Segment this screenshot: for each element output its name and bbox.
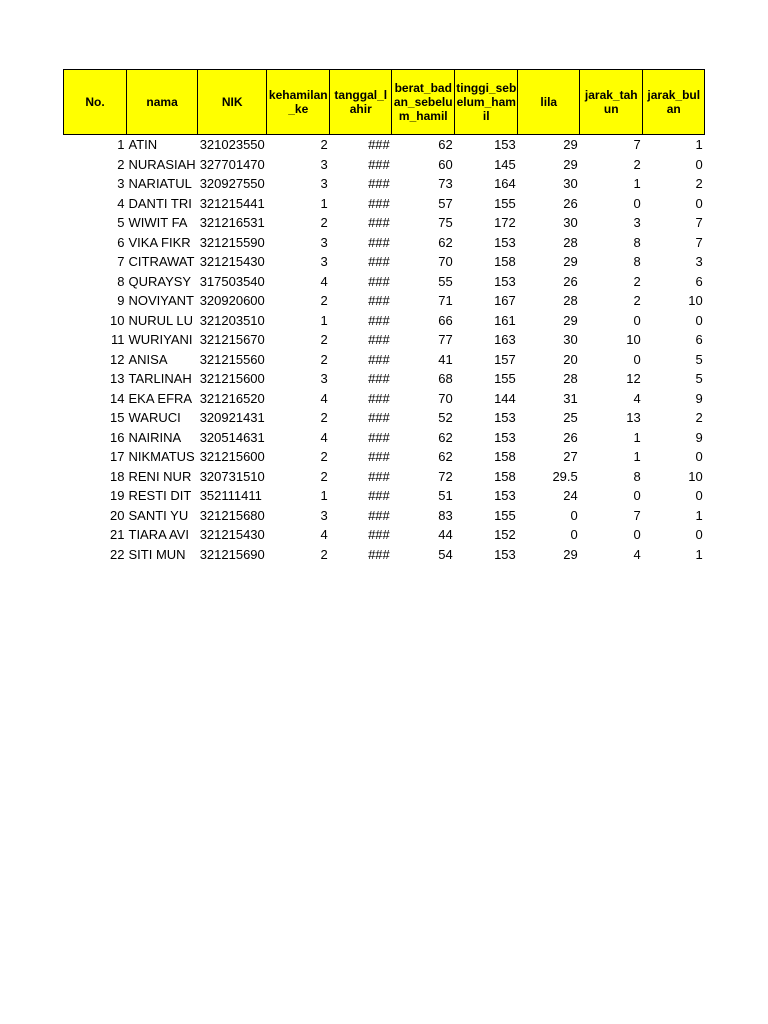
berat-badan-cell[interactable]: 73 [438,176,453,191]
nama-cell[interactable]: WARUCI [128,410,181,425]
table-row[interactable] [64,194,705,214]
tinggi-cell[interactable]: 155 [494,371,516,386]
berat-badan-cell[interactable]: 70 [438,390,453,406]
no-cell[interactable]: 22 [110,546,125,562]
no-cell[interactable]: 1 [117,137,125,152]
berat-badan-cell[interactable]: 71 [438,293,453,308]
lila-cell[interactable]: 30 [563,176,578,191]
nik-cell[interactable]: 321215600 [199,371,265,386]
lila-cell[interactable]: 26 [563,195,578,211]
tinggi-cell[interactable]: 153 [494,234,516,250]
kehamilan-ke-cell[interactable]: 4 [320,390,328,406]
jarak-bulan-cell[interactable]: 2 [695,410,703,425]
no-cell[interactable]: 16 [110,429,125,445]
nama-cell[interactable]: NOVIYANT [128,293,194,308]
nik-cell[interactable]: 317503540 [199,273,265,289]
kehamilan-ke-cell[interactable]: 3 [320,156,328,172]
berat-badan-cell[interactable]: 51 [438,488,453,503]
lila-cell[interactable]: 29 [563,546,578,562]
tanggal-lahir-cell[interactable]: ### [368,215,390,230]
tinggi-cell[interactable]: 145 [494,156,516,172]
table-row[interactable] [64,174,705,194]
nik-cell[interactable]: 320920600 [199,293,265,308]
lila-cell[interactable]: 30 [563,332,578,347]
tanggal-lahir-cell[interactable]: ### [368,468,390,484]
lila-cell[interactable]: 30 [563,215,578,230]
jarak-bulan-cell[interactable]: 0 [695,449,703,464]
jarak-bulan-cell[interactable]: 0 [695,527,703,542]
jarak-tahun-cell[interactable]: 0 [633,488,641,503]
table-row[interactable] [64,213,705,233]
jarak-tahun-cell[interactable]: 0 [633,527,641,542]
table-row[interactable] [64,155,705,175]
table-row[interactable] [64,506,705,526]
jarak-bulan-cell[interactable]: 1 [695,546,703,562]
tinggi-cell[interactable]: 163 [494,332,516,347]
jarak-tahun-cell[interactable]: 2 [633,156,641,172]
lila-cell[interactable]: 0 [570,527,578,542]
nik-cell[interactable]: 321215560 [199,351,265,367]
tanggal-lahir-cell[interactable]: ### [368,390,390,406]
lila-cell[interactable]: 28 [563,234,578,250]
column-header-jarak-bulan[interactable]: jarak_bulan [643,70,705,135]
berat-badan-cell[interactable]: 41 [438,351,453,367]
berat-badan-cell[interactable]: 62 [438,137,453,152]
jarak-tahun-cell[interactable]: 2 [633,293,641,308]
kehamilan-ke-cell[interactable]: 1 [320,195,328,211]
jarak-tahun-cell[interactable]: 8 [633,468,641,484]
lila-cell[interactable]: 28 [563,293,578,308]
kehamilan-ke-cell[interactable]: 2 [320,137,328,152]
column-header-berat-badan[interactable]: berat_badan_sebelum_hamil [392,70,455,135]
column-header-jarak-tahun[interactable]: jarak_tahun [580,70,643,135]
jarak-bulan-cell[interactable]: 0 [695,312,703,328]
jarak-bulan-cell[interactable]: 1 [695,507,703,523]
kehamilan-ke-cell[interactable]: 4 [320,527,328,542]
nik-cell[interactable]: 320921431 [199,410,265,425]
berat-badan-cell[interactable]: 62 [438,429,453,445]
table-body [64,135,705,565]
tanggal-lahir-cell[interactable]: ### [368,429,390,445]
tinggi-cell[interactable]: 155 [494,507,516,523]
tanggal-lahir-cell[interactable]: ### [368,351,390,367]
nama-cell[interactable]: VIKA FIKR [128,234,191,250]
tinggi-cell[interactable]: 153 [494,137,516,152]
lila-cell[interactable]: 29 [563,156,578,172]
nik-cell[interactable]: 321215590 [199,234,265,250]
nik-cell[interactable]: 327701470 [199,156,265,172]
nama-cell[interactable]: ANISA [128,351,168,367]
jarak-bulan-cell[interactable]: 9 [695,390,703,406]
nama-cell[interactable]: TIARA AVI [128,527,189,542]
spreadsheet [63,69,705,564]
table-row[interactable] [64,428,705,448]
nama-cell[interactable]: EKA EFRA [128,390,193,406]
table-row[interactable] [64,311,705,331]
table-row[interactable] [64,486,705,506]
tinggi-cell[interactable]: 152 [494,527,516,542]
data-table [63,69,705,564]
table-row[interactable] [64,350,705,370]
nama-cell[interactable]: NARIATUL [128,176,192,191]
no-cell[interactable]: 11 [111,332,125,347]
kehamilan-ke-cell[interactable]: 1 [320,312,328,328]
no-cell[interactable]: 13 [110,371,125,386]
nama-cell[interactable]: RENI NUR [128,468,192,484]
table-row[interactable] [64,545,705,565]
nik-cell[interactable]: 320731510 [199,468,265,484]
nama-cell[interactable]: NURUL LU [128,312,194,328]
tanggal-lahir-cell[interactable]: ### [368,273,390,289]
jarak-tahun-cell[interactable]: 0 [633,195,641,211]
berat-badan-cell[interactable]: 72 [438,468,453,484]
no-cell[interactable]: 12 [110,351,125,367]
jarak-tahun-cell[interactable]: 0 [633,351,641,367]
lila-cell[interactable]: 31 [563,390,578,406]
jarak-tahun-cell[interactable]: 7 [633,507,641,523]
tinggi-cell[interactable]: 153 [494,546,516,562]
tanggal-lahir-cell[interactable]: ### [368,546,390,562]
nik-cell[interactable]: 321215430 [199,527,265,542]
lila-cell[interactable]: 25 [563,410,578,425]
tinggi-cell[interactable]: 158 [494,254,516,269]
berat-badan-cell[interactable]: 83 [438,507,453,523]
nik-cell[interactable]: 321215680 [199,507,265,523]
kehamilan-ke-cell[interactable]: 2 [320,332,328,347]
kehamilan-ke-cell[interactable]: 4 [320,273,328,289]
nik-cell[interactable]: 321215441 [199,195,265,211]
table-row[interactable] [64,408,705,428]
nama-cell[interactable]: QURAYSY [128,273,192,289]
nama-cell[interactable]: SANTI YU [128,507,189,523]
lila-cell[interactable]: 26 [563,273,578,289]
jarak-bulan-cell[interactable]: 1 [695,137,703,152]
table-row[interactable] [64,291,705,311]
tinggi-cell[interactable]: 144 [494,390,516,406]
tinggi-cell[interactable]: 161 [494,312,516,328]
kehamilan-ke-cell[interactable]: 3 [320,234,328,250]
no-cell[interactable]: 17 [110,449,125,464]
tanggal-lahir-cell[interactable]: ### [368,312,390,328]
no-cell[interactable]: 5 [117,215,125,230]
table-row[interactable] [64,233,705,253]
tanggal-lahir-cell[interactable]: ### [368,410,390,425]
tanggal-lahir-cell[interactable]: ### [368,332,390,347]
lila-cell[interactable]: 20 [563,351,578,367]
jarak-bulan-cell[interactable]: 6 [695,273,703,289]
nama-cell[interactable]: WIWIT FA [128,215,188,230]
lila-cell[interactable]: 0 [570,507,578,523]
jarak-tahun-cell[interactable]: 3 [633,215,641,230]
no-cell[interactable]: 14 [110,390,125,406]
tinggi-cell[interactable]: 153 [494,273,516,289]
nama-cell[interactable]: NURASIAH [128,156,196,172]
tinggi-cell[interactable]: 172 [494,215,516,230]
nama-cell[interactable]: RESTI DIT [128,488,192,503]
column-header-nama[interactable]: nama [127,70,198,135]
jarak-bulan-cell[interactable]: 10 [688,293,703,308]
table-row[interactable] [64,135,705,155]
column-header-tinggi[interactable]: tinggi_sebelum_hamil [455,70,518,135]
tinggi-cell[interactable]: 153 [494,488,516,503]
nama-cell[interactable]: WURIYANI [128,332,193,347]
jarak-bulan-cell[interactable]: 9 [695,429,703,445]
lila-cell[interactable]: 29 [563,312,578,328]
nik-cell[interactable]: 321215600 [199,449,265,464]
tanggal-lahir-cell[interactable]: ### [368,371,390,386]
tanggal-lahir-cell[interactable]: ### [368,137,390,152]
table-row[interactable] [64,252,705,272]
berat-badan-cell[interactable]: 52 [438,410,453,425]
nik-cell[interactable]: 321216531 [199,215,265,230]
lila-cell[interactable]: 28 [563,371,578,386]
jarak-tahun-cell[interactable]: 4 [633,390,641,406]
tanggal-lahir-cell[interactable]: ### [368,234,390,250]
nama-cell[interactable]: DANTI TRI [128,195,192,211]
kehamilan-ke-cell[interactable]: 2 [320,293,328,308]
nama-cell[interactable]: NIKMATUS [128,449,195,464]
jarak-tahun-cell[interactable]: 1 [633,176,641,191]
nama-cell[interactable]: ATIN [128,137,158,152]
nik-cell[interactable]: 321215430 [199,254,265,269]
jarak-tahun-cell[interactable]: 1 [633,449,641,464]
lila-cell[interactable]: 24 [563,488,578,503]
tinggi-cell[interactable]: 153 [494,429,516,445]
berat-badan-cell[interactable]: 66 [438,312,453,328]
berat-badan-cell[interactable]: 68 [438,371,453,386]
tinggi-cell[interactable]: 158 [494,449,516,464]
tinggi-cell[interactable]: 153 [494,410,516,425]
nama-cell[interactable]: TARLINAH [128,371,192,386]
no-cell[interactable]: 6 [117,234,125,250]
nik-cell[interactable]: 321203510 [199,312,265,328]
jarak-bulan-cell[interactable]: 7 [695,215,703,230]
berat-badan-cell[interactable]: 70 [438,254,453,269]
jarak-tahun-cell[interactable]: 12 [626,371,641,386]
jarak-bulan-cell[interactable]: 0 [695,488,703,503]
jarak-tahun-cell[interactable]: 7 [633,137,641,152]
nik-cell[interactable]: 321216520 [199,390,265,406]
berat-badan-cell[interactable]: 75 [438,215,453,230]
kehamilan-ke-cell[interactable]: 4 [320,429,328,445]
no-cell[interactable]: 10 [110,312,125,328]
jarak-bulan-cell[interactable]: 0 [695,195,703,211]
tanggal-lahir-cell[interactable]: ### [368,195,390,211]
kehamilan-ke-cell[interactable]: 2 [320,215,328,230]
table-row[interactable] [64,467,705,487]
tinggi-cell[interactable]: 167 [494,293,516,308]
jarak-tahun-cell[interactable]: 2 [633,273,641,289]
jarak-tahun-cell[interactable]: 0 [633,312,641,328]
nama-cell[interactable]: NAIRINA [128,429,182,445]
no-cell[interactable]: 15 [110,410,125,425]
jarak-tahun-cell[interactable]: 4 [633,546,641,562]
column-header-tanggal-lahir[interactable]: tanggal_lahir [330,70,392,135]
tinggi-cell[interactable]: 157 [494,351,516,367]
jarak-bulan-cell[interactable]: 5 [695,351,703,367]
lila-cell[interactable]: 29 [563,254,578,269]
column-header-nik[interactable]: NIK [198,70,267,135]
no-cell[interactable]: 8 [117,273,125,289]
nik-cell[interactable]: 320927550 [199,176,265,191]
kehamilan-ke-cell[interactable]: 2 [320,468,328,484]
table-row[interactable] [64,447,705,467]
no-cell[interactable]: 19 [110,488,125,503]
jarak-tahun-cell[interactable]: 13 [626,410,641,425]
header-row [64,70,705,135]
jarak-bulan-cell[interactable]: 7 [695,234,703,250]
lila-cell[interactable]: 29 [563,137,578,152]
column-header-kehamilan-ke[interactable]: kehamilan_ke [267,70,330,135]
tinggi-cell[interactable]: 158 [494,468,516,484]
table-row[interactable] [64,389,705,409]
no-cell[interactable]: 18 [110,468,125,484]
kehamilan-ke-cell[interactable]: 2 [320,351,328,367]
kehamilan-ke-cell[interactable]: 2 [320,410,328,425]
jarak-bulan-cell[interactable]: 6 [695,332,703,347]
nik-cell[interactable]: 321023550 [199,137,265,152]
column-header-no[interactable]: No. [64,70,127,135]
no-cell[interactable]: 21 [110,527,125,542]
no-cell[interactable]: 4 [117,195,125,211]
jarak-bulan-cell[interactable]: 3 [695,254,703,269]
tanggal-lahir-cell[interactable]: ### [368,293,390,308]
berat-badan-cell[interactable]: 60 [438,156,453,172]
berat-badan-cell[interactable]: 55 [438,273,453,289]
jarak-tahun-cell[interactable]: 8 [633,254,641,269]
no-cell[interactable]: 7 [117,254,125,269]
tanggal-lahir-cell[interactable]: ### [368,507,390,523]
no-cell[interactable]: 2 [117,156,125,172]
no-cell[interactable]: 9 [117,293,125,308]
nik-cell[interactable]: 352111411 [199,488,262,503]
kehamilan-ke-cell[interactable]: 1 [320,488,328,503]
berat-badan-cell[interactable]: 62 [438,449,453,464]
table-row[interactable] [64,369,705,389]
jarak-tahun-cell[interactable]: 10 [626,332,641,347]
berat-badan-cell[interactable]: 57 [438,195,453,211]
kehamilan-ke-cell[interactable]: 3 [320,507,328,523]
table-row[interactable] [64,525,705,545]
tinggi-cell[interactable]: 155 [494,195,516,211]
berat-badan-cell[interactable]: 62 [438,234,453,250]
tanggal-lahir-cell[interactable]: ### [368,176,390,191]
jarak-bulan-cell[interactable]: 2 [695,176,703,191]
lila-cell[interactable]: 26 [563,429,578,445]
tanggal-lahir-cell[interactable]: ### [368,156,390,172]
lila-cell[interactable]: 29.5 [552,468,578,484]
kehamilan-ke-cell[interactable]: 3 [320,371,328,386]
jarak-bulan-cell[interactable]: 5 [695,371,703,386]
nik-cell[interactable]: 321215670 [199,332,265,347]
jarak-tahun-cell[interactable]: 1 [633,429,641,445]
jarak-tahun-cell[interactable]: 8 [633,234,641,250]
nama-cell[interactable]: CITRAWAT [128,254,195,269]
table-row[interactable] [64,330,705,350]
nik-cell[interactable]: 320514631 [199,429,265,445]
kehamilan-ke-cell[interactable]: 3 [320,176,328,191]
tanggal-lahir-cell[interactable]: ### [368,254,390,269]
jarak-bulan-cell[interactable]: 10 [688,468,703,484]
column-header-lila[interactable]: lila [518,70,580,135]
berat-badan-cell[interactable]: 44 [438,527,453,542]
berat-badan-cell[interactable]: 54 [438,546,453,562]
no-cell[interactable]: 3 [117,176,125,191]
tinggi-cell[interactable]: 164 [494,176,516,191]
tanggal-lahir-cell[interactable]: ### [368,527,390,542]
jarak-bulan-cell[interactable]: 0 [695,156,703,172]
kehamilan-ke-cell[interactable]: 2 [320,546,328,562]
lila-cell[interactable]: 27 [563,449,578,464]
no-cell[interactable]: 20 [110,507,125,523]
berat-badan-cell[interactable]: 77 [438,332,453,347]
nama-cell[interactable]: SITI MUN [128,546,186,562]
table-row[interactable] [64,272,705,292]
kehamilan-ke-cell[interactable]: 3 [320,254,328,269]
kehamilan-ke-cell[interactable]: 2 [320,449,328,464]
nik-cell[interactable]: 321215690 [199,546,265,562]
tanggal-lahir-cell[interactable]: ### [368,488,390,503]
tanggal-lahir-cell[interactable]: ### [368,449,390,464]
